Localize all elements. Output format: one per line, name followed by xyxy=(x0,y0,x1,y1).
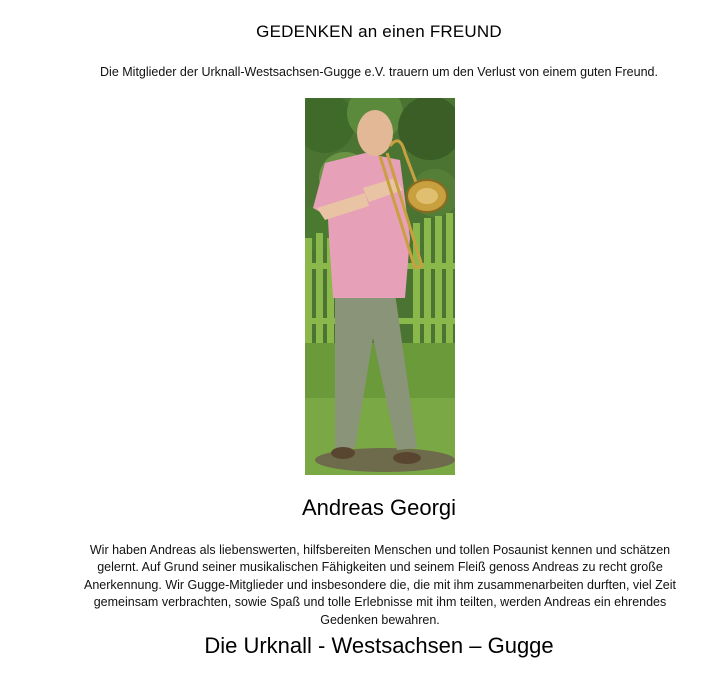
page-title: GEDENKEN an einen FREUND xyxy=(256,22,502,41)
trombone-player-illustration xyxy=(305,98,455,475)
memorial-photo xyxy=(305,98,455,475)
intro-text: Die Mitglieder der Urknall-Westsachsen-Gugge e.V. trauern um den Verlust von einem guten Freund. xyxy=(100,65,658,79)
signature: Die Urknall - Westsachsen – Gugge xyxy=(204,633,554,658)
tribute-text: Wir haben Andreas als liebenswerten, hilfsbereiten Menschen und tollen Posaunist kennen und schätzen gelernt. Auf Grund seiner musikalischen Fähigkeiten und seinem Fleiß genoss Andreas zu recht große Anerkennung. Wir Gugge-Mitglieder und insbesondere die, die mit ihm zusammenarbeiten durften, viel Zeit gemeinsam verbrachten, sowie Spaß und tolle Erlebnisse mit ihm teilten, werden Andreas ein ehrendes Gedenken bewahren. xyxy=(84,543,676,627)
person-name: Andreas Georgi xyxy=(301,495,457,520)
